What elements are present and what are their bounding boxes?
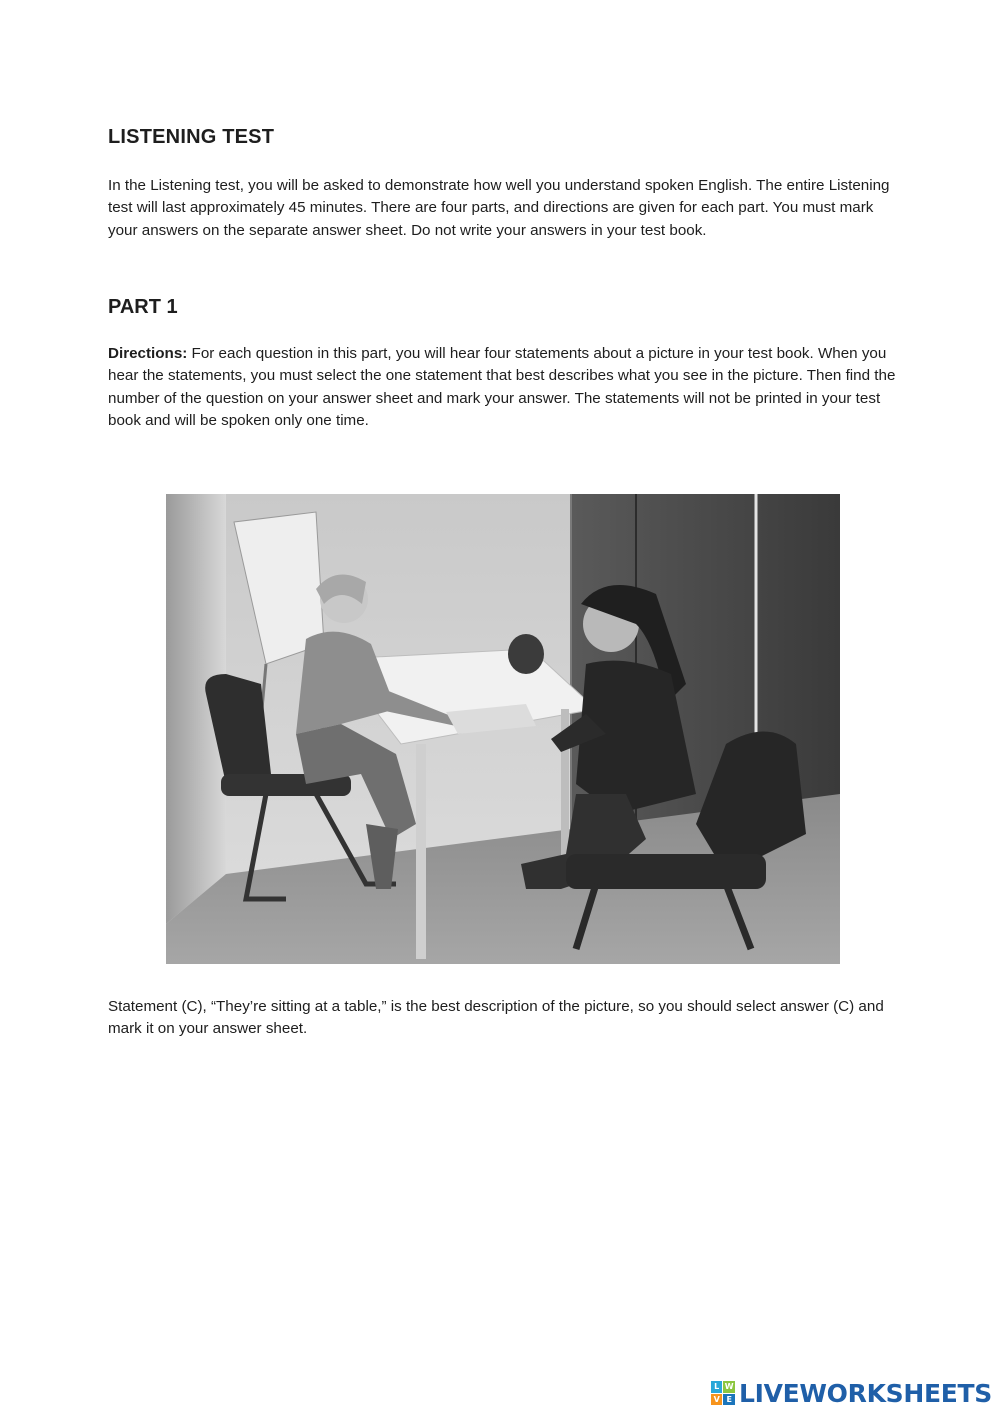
liveworksheets-logo-icon: L W V E xyxy=(711,1381,735,1405)
part-heading: PART 1 xyxy=(108,296,178,318)
directions-lead: Directions: xyxy=(108,345,188,362)
example-photo xyxy=(166,494,840,964)
intro-paragraph: In the Listening test, you will be asked to demonstrate how well you understand spoken English. The entire Listening test will last approximately 45 minutes. There are four parts, and directions are given for each part. You must mark your answers on the separate answer sheet. Do not write your answers in your test book. xyxy=(108,177,890,239)
liveworksheets-logo[interactable] xyxy=(711,1378,992,1408)
directions-text: For each question in this part, you will hear four statements about a picture in your test book. When you hear the statements, you must select the one statement that best describes what you see in the picture. Then find the number of the question on your answer sheet and mark your answer. The statements will not be printed in your test book and will be spoken only one time. xyxy=(108,345,896,430)
liveworksheets-brand-text: LIVEWORKSHEETS xyxy=(738,1378,992,1408)
statement-paragraph: Statement (C), “They’re sitting at a table,” is the best description of the picture, so you should select answer (C) and mark it on your answer sheet. xyxy=(108,998,884,1038)
directions-paragraph xyxy=(108,343,898,433)
photo-two-women-at-table xyxy=(166,494,840,964)
page-title: LISTENING TEST xyxy=(108,126,275,148)
